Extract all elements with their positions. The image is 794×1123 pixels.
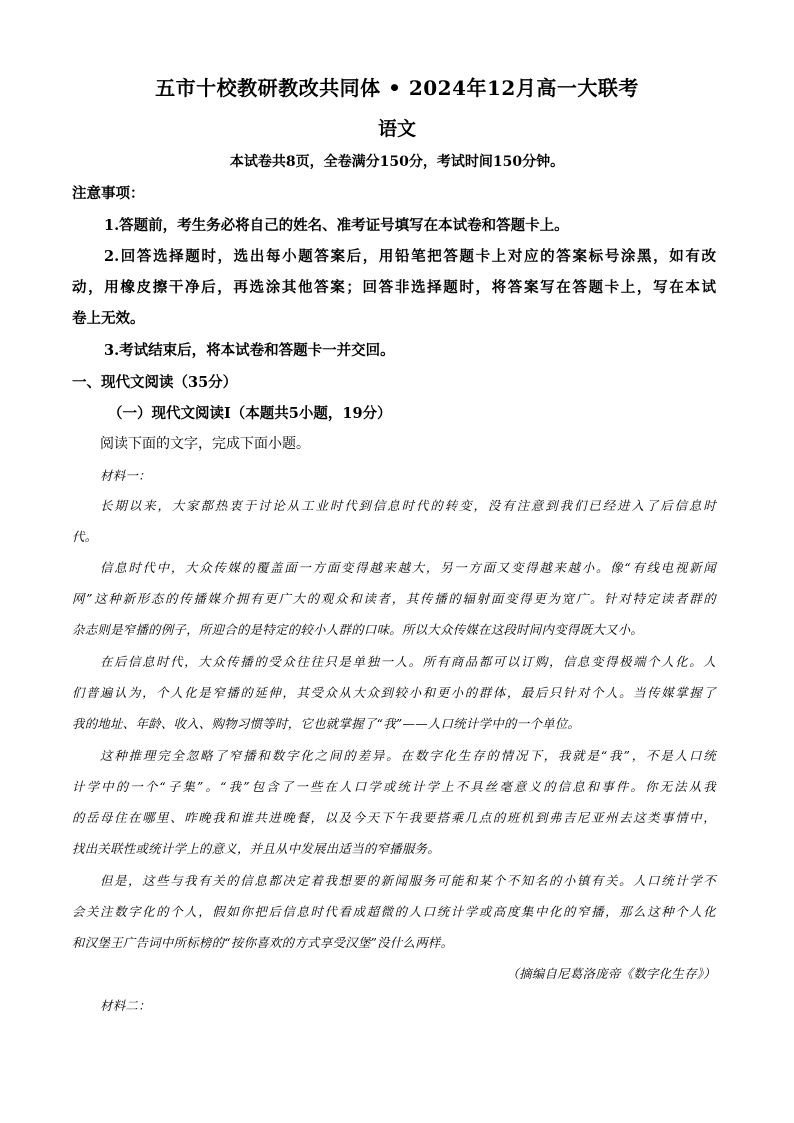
material1-line-14: 会关注数字化的个人，假如你把后信息时代看成超微的人口统计学或高度集中化的窄播，那么这种个人化 xyxy=(72,904,716,919)
material1-line-3: 信息时代中，大众传媒的覆盖面一方面变得越来越大，另一方面又变得越来越小。像“有线电视新闻 xyxy=(100,560,716,575)
reading-instruction: 阅读下面的文字，完成下面小题。 xyxy=(100,436,310,452)
material1-line-5: 杂志则是窄播的例子，所迎合的是特定的较小人群的口味。所以大众传媒在这段时间内变得既大又小。 xyxy=(72,622,644,637)
notice-line-4: 卷上无效。 xyxy=(72,310,145,327)
subject-title: 语文 xyxy=(377,118,416,140)
material1-line-15: 和汉堡王广告词中所标榜的“按你喜欢的方式享受汉堡”没什么两样。 xyxy=(72,935,454,950)
material1-attribution: （摘编自尼葛洛庞帝《数字化生存》） xyxy=(506,966,716,981)
material1-line-13: 但是，这些与我有关的信息都决定着我想要的新闻服务可能和某个不知名的小镇有关。人口统计学不 xyxy=(100,873,716,888)
material1-line-10: 计学中的一个“子集”。“我”包含了一些在人口学或统计学上不具丝毫意义的信息和事件。你无法从我 xyxy=(72,779,716,794)
notice-line-2: 2.回答选择题时，选出每小题答案后，用铅笔把答题卡上对应的答案标号涂黑，如有改 xyxy=(104,248,716,265)
notice-heading: 注意事项： xyxy=(72,185,145,202)
material1-line-11: 的岳母住在哪里、昨晚我和谁共进晚餐，以及今天下午我要搭乘几点的班机到弗吉尼亚州去这类事情中， xyxy=(72,810,716,825)
material1-line-12: 找出关联性或统计学上的意义，并且从中发展出适当的窄播服务。 xyxy=(72,841,441,856)
notice-line-5: 3.考试结束后，将本试卷和答题卡一并交回。 xyxy=(104,342,395,359)
exam-info: 本试卷共8页，全卷满分150分，考试时间150分钟。 xyxy=(229,154,565,170)
material1-label: 材料一： xyxy=(100,468,151,483)
page-title: 五市十校教研教改共同体 • 2024年12月高一大联考 xyxy=(155,76,639,100)
subsection-title: （一）现代文阅读Ⅰ（本题共5小题，19分） xyxy=(108,405,392,422)
material1-line-4: 网”这种新形态的传播媒介拥有更广大的观众和读者，其传播的辐射面变得更为宽广。针对特定读者群的 xyxy=(72,591,716,606)
material1-line-1: 长期以来，大家都热衷于讨论从工业时代到信息时代的转变，没有注意到我们已经进入了后信息时 xyxy=(100,498,716,513)
material1-line-8: 我的地址、年龄、收入、购物习惯等时，它也就掌握了“我”——人口统计学中的一个单位。 xyxy=(72,716,581,731)
material1-line-9: 这种推理完全忽略了窄播和数字化之间的差异。在数字化生存的情况下，我就是“我”，不是人口统 xyxy=(100,748,716,763)
section-title: 一、现代文阅读（35分） xyxy=(72,374,238,391)
notice-line-3: 动，用橡皮擦干净后，再选涂其他答案；回答非选择题时，将答案写在答题卡上，写在本试 xyxy=(72,279,716,296)
material1-line-7: 们普遍认为，个人化是窄播的延伸，其受众从大众到较小和更小的群体，最后只针对个人。当传媒掌握了 xyxy=(72,685,716,700)
notice-line-1: 1.答题前，考生务必将自己的姓名、准考证号填写在本试卷和答题卡上。 xyxy=(104,217,569,234)
material1-line-2: 代。 xyxy=(72,529,98,544)
material2-label: 材料二： xyxy=(100,998,151,1013)
material1-line-6: 在后信息时代，大众传播的受众往往只是单独一人。所有商品都可以订购，信息变得极端个人化。人 xyxy=(100,654,716,669)
